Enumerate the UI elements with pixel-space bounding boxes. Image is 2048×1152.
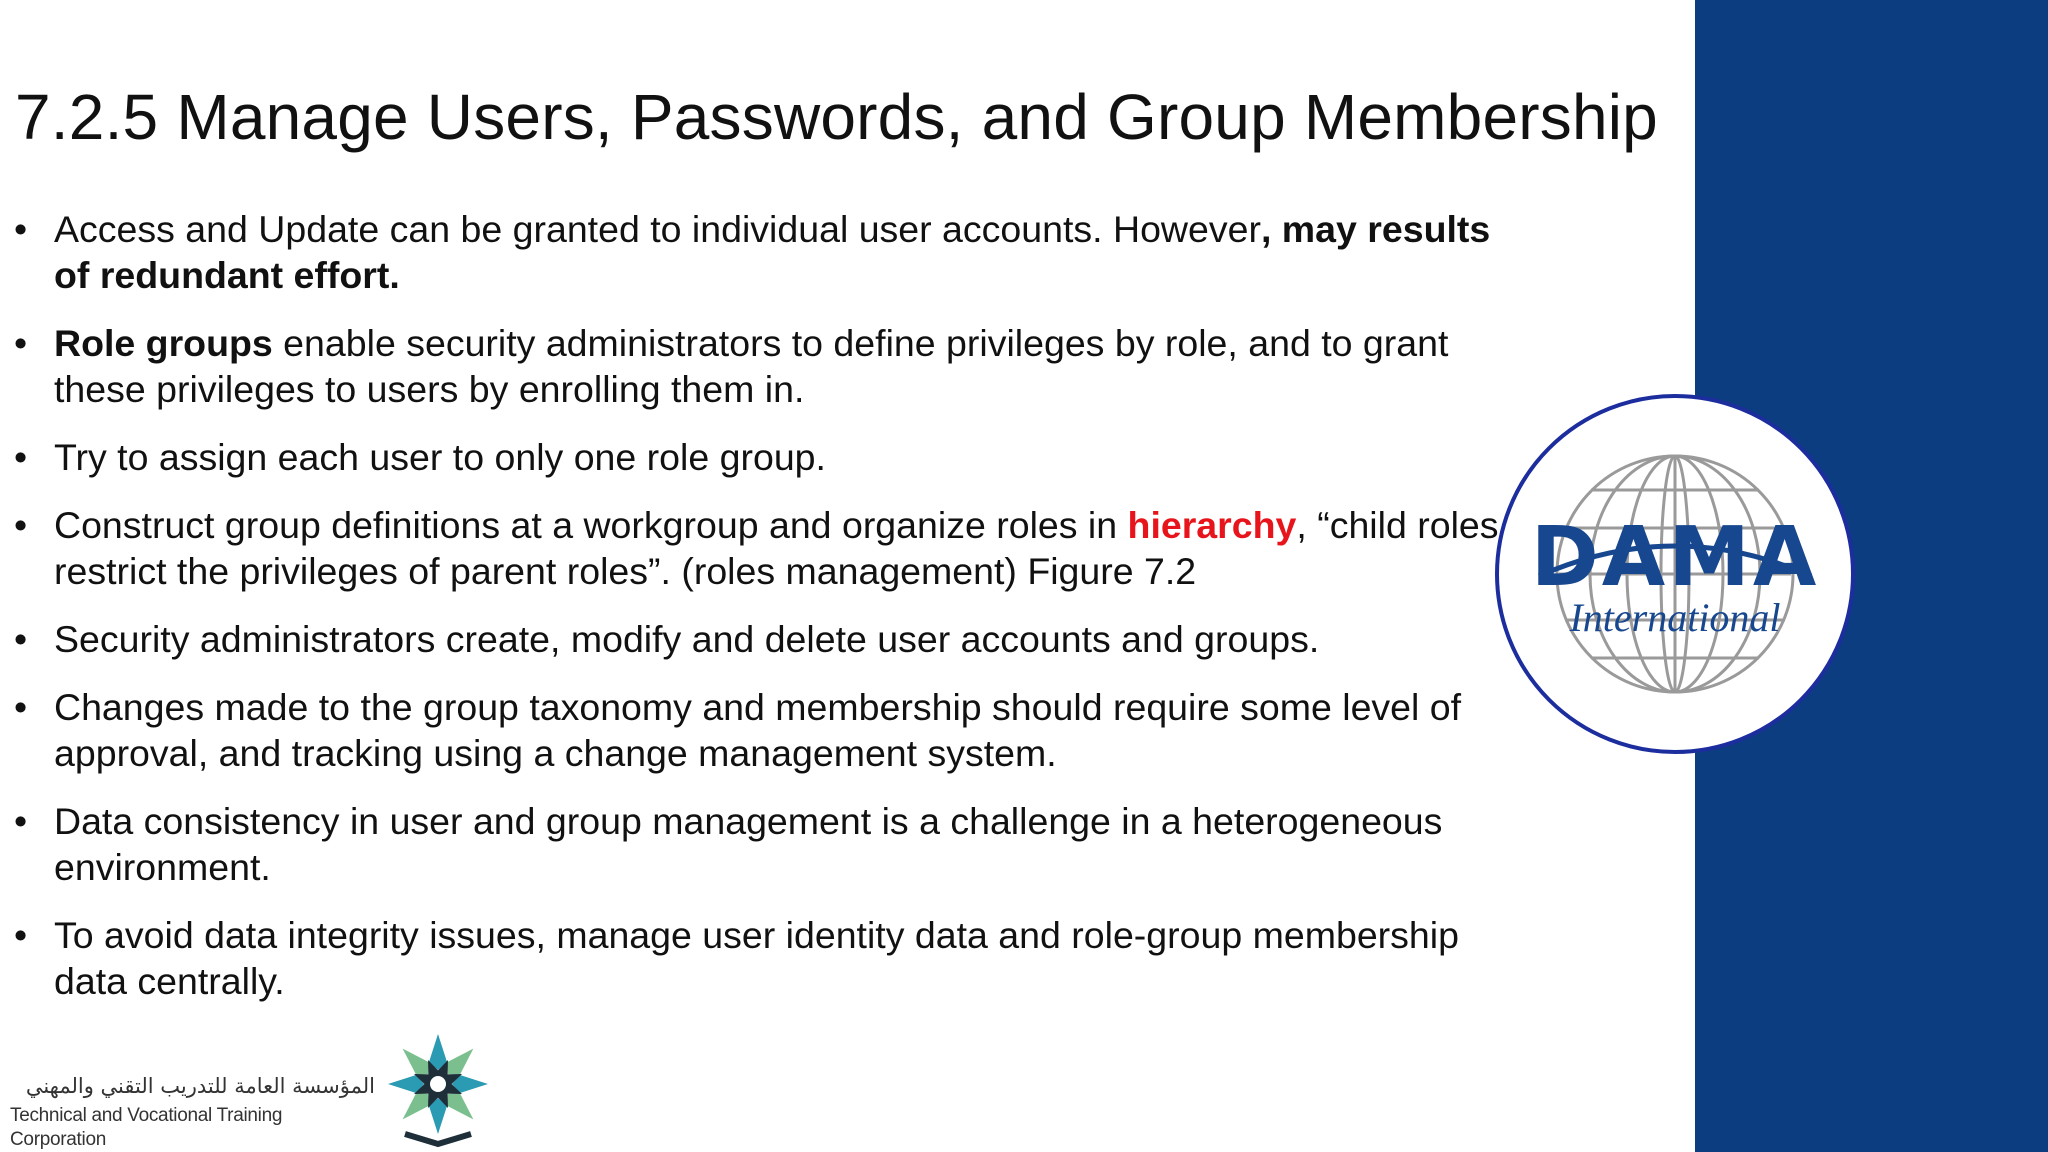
footer-arabic-name: المؤسسة العامة للتدريب التقني والمهني	[25, 1074, 375, 1098]
bullet-text: Changes made to the group taxonomy and membership should require some level of approval, and tracking using a change management system.	[54, 686, 1462, 774]
footer-english-name: Technical and Vocational Training Corporation	[10, 1105, 283, 1150]
tvtc-footer-logo	[10, 1022, 490, 1152]
bullet-marker: •	[14, 914, 28, 956]
bullet-marker: •	[14, 208, 28, 250]
bullet-text: Access and Update can be granted to individual user accounts. However	[54, 208, 1261, 250]
bullet-item	[14, 434, 1504, 480]
slide-title: 7.2.5 Manage Users, Passwords, and Group Membership	[15, 81, 1658, 153]
bullet-text: Data consistency in user and group management is a challenge in a heterogeneous environment.	[54, 800, 1443, 888]
bullet-text: To avoid data integrity issues, manage user identity data and role-group membership data centrally.	[54, 914, 1459, 1002]
bullet-item	[14, 206, 1504, 298]
bullet-text: Try to assign each user to only one role group.	[54, 436, 826, 478]
bullet-item	[14, 616, 1504, 662]
bullet-marker: •	[14, 618, 28, 660]
bullet-text: , “child roles restrict the privileges of parent roles”. (roles management) Figure 7.2	[54, 504, 1499, 592]
bullet-item	[14, 912, 1504, 1004]
dama-subtitle: International	[1569, 595, 1781, 640]
bullet-marker: •	[14, 800, 28, 842]
bullet-text: Role groups	[54, 322, 273, 364]
dama-wordmark: DAMA	[1530, 510, 1820, 605]
bullet-text: Security administrators create, modify and delete user accounts and groups.	[54, 618, 1320, 660]
tvtc-emblem-icon	[383, 1026, 493, 1148]
bullet-item	[14, 320, 1504, 412]
bullet-text: Construct group definitions at a workgroup and organize roles in	[54, 504, 1128, 546]
bullet-marker: •	[14, 504, 28, 546]
bullet-item	[14, 684, 1504, 776]
dama-logo	[1495, 394, 1855, 754]
bullet-text: hierarchy	[1127, 504, 1297, 546]
bullet-text: , may results of redundant effort.	[54, 208, 1491, 296]
bullet-text: enable security administrators to define privileges by role, and to grant these privileges to users by enrolling them in.	[54, 322, 1449, 410]
bullet-marker: •	[14, 322, 28, 364]
bullet-list	[14, 206, 1504, 1026]
bullet-item	[14, 502, 1504, 594]
bullet-marker: •	[14, 686, 28, 728]
bullet-item	[14, 798, 1504, 890]
bullet-marker: •	[14, 436, 28, 478]
